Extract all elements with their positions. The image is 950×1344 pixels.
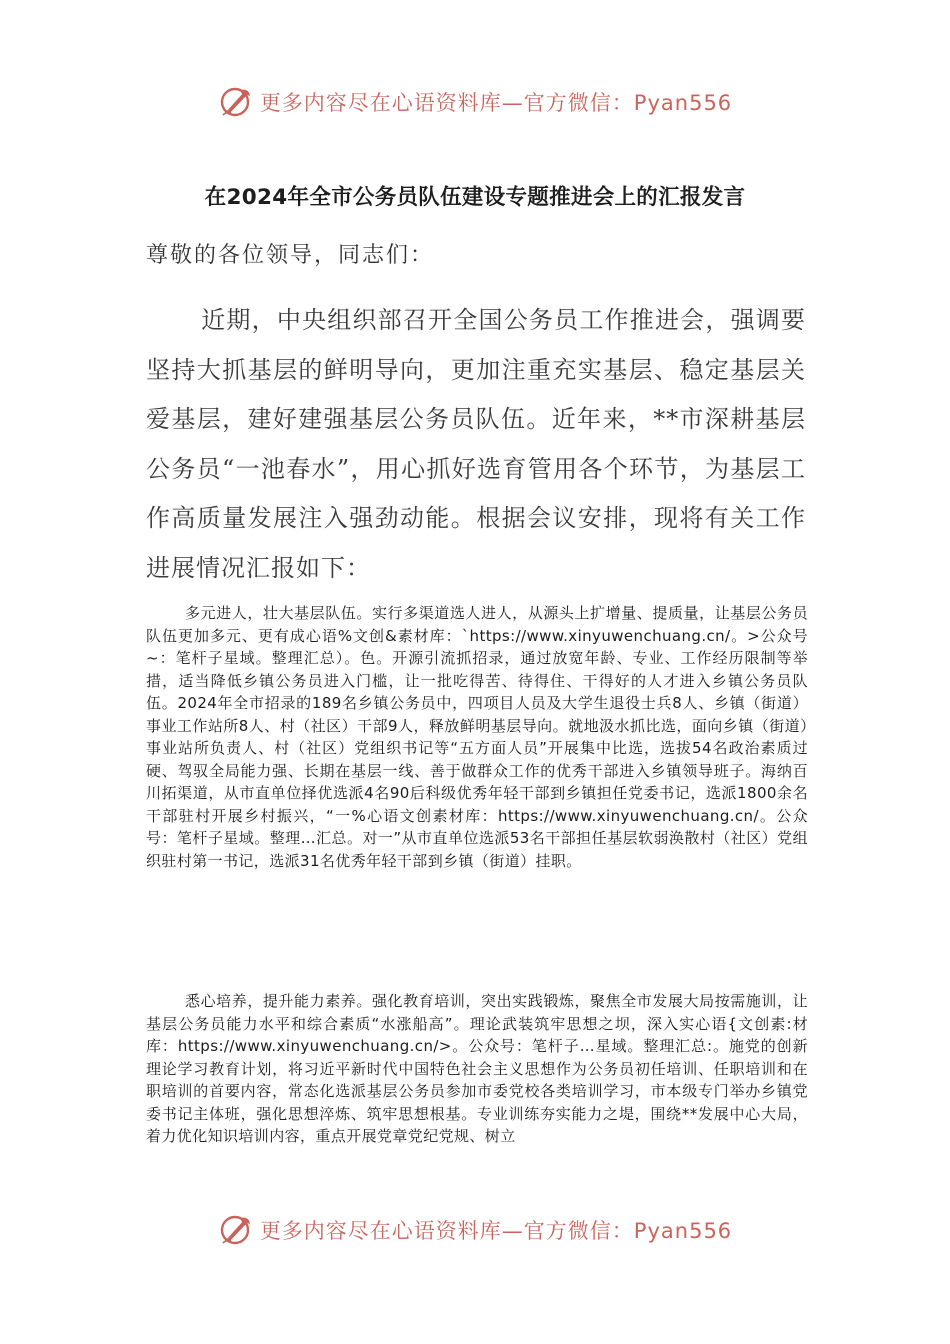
- body-paragraph-recruitment: 多元进人，壮大基层队伍。实行多渠道选人进人，从源头上扩增量、提质量，让基层公务员队伍更加多元、更有成心语%文创&素材库：`https://www.xinyuwenchuang.cn/。>公众号~：笔杆子星域。整理汇总）。色。开源引流抓招录，通过放宽年龄、专业、工作经历限制等举措，适当降低乡镇公务员进入门槛，让一批吃得苦、待得住、干得好的人才进入乡镇公务员队伍。2024年全市招录的189名乡镇公务员中，四项目人员及大学生退役士兵8人、乡镇（街道）事业工作站所8人、村（社区）干部9人，释放鲜明基层导向。就地汲水抓比选，面向乡镇（街道）事业站所负责人、村（社区）党组织书记等“五方面人员”开展集中比选，选拔54名政治素质过硬、驾驭全局能力强、长期在基层一线、善于做群众工作的优秀干部进入乡镇领导班子。海纳百川拓渠道，从市直单位择优选派4名90后科级优秀年轻干部到乡镇担任党委书记，选派1800余名干部驻村开展乡村振兴，“一%心语文创素材库：https://www.xinyuwenchuang.cn/。公众号：笔杆子星域。整理…汇总。对一”从市直单位选派53名干部担任基层软弱涣散村（社区）党组织驻村第一书记，选派31名优秀年轻干部到乡镇（街道）挂职。: [146, 604, 808, 870]
- document-title: 在2024年全市公务员队伍建设专题推进会上的汇报发言: [204, 185, 746, 210]
- watermark-header: [0, 80, 950, 124]
- quill-pen-logo-icon: [218, 1212, 254, 1248]
- watermark-footer: [0, 1208, 950, 1252]
- salutation: 尊敬的各位领导，同志们：: [146, 243, 435, 268]
- intro-paragraph: 近期，中央组织部召开全国公务员工作推进会，强调要坚持大抓基层的鲜明导向，更加注重充实基层、稳定基层关爱基层，建好建强基层公务员队伍。近年来，**市深耕基层公务员“一池春水”，用心抓好选育管用各个环节，为基层工作高质量发展注入强劲动能。根据会议安排，现将有关工作进展情况汇报如下：: [146, 306, 806, 582]
- quill-pen-logo-icon: [218, 84, 254, 120]
- watermark-text: 更多内容尽在心语资料库—官方微信：Pyan556: [259, 91, 733, 115]
- watermark-text: 更多内容尽在心语资料库—官方微信：Pyan556: [259, 1219, 733, 1243]
- body-paragraph-training: 悉心培养，提升能力素养。强化教育培训，突出实践锻炼，聚焦全市发展大局按需施训，让基层公务员能力水平和综合素质“水涨船高”。理论武装筑牢思想之坝，深入实心语{文创素:材库：https://www.xinyuwenchuang.cn/>。公众号：笔杆子…星域。整理汇总:。施党的创新理论学习教育计划，将习近平新时代中国特色社会主义思想作为公务员初任培训、任职培训和在职培训的首要内容，常态化选派基层公务员参加市委党校各类培训学习，市本级专门举办乡镇党委书记主体班，强化思想淬炼、筑牢思想根基。专业训练夯实能力之堤，围绕**发展中心大局，着力优化知识培训内容，重点开展党章党纪党规、树立: [146, 992, 808, 1145]
